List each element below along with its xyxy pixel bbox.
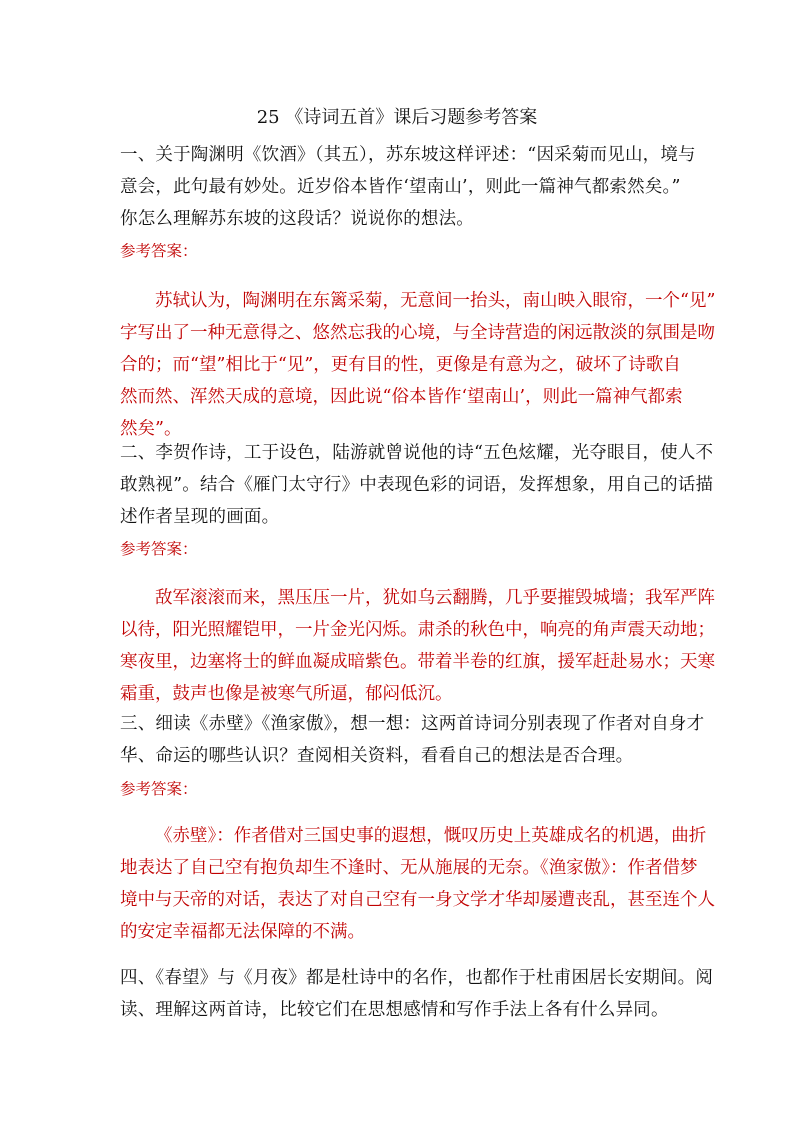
answer-3-line: 地表达了自己空有抱负却生不逢时、无从施展的无奈。《渔家傲》：作者借梦 bbox=[120, 858, 698, 878]
answer-1 bbox=[120, 285, 716, 445]
reference-answer-label-1: 参考答案： bbox=[120, 242, 198, 260]
question-4-line: 四、《春望》与《月夜》都是杜诗中的名作，也都作于杜甫困居长安期间。阅 bbox=[120, 968, 714, 988]
question-1 bbox=[120, 139, 696, 235]
answer-1-line: 苏轼认为，陶渊明在东篱采菊，无意间一抬头，南山映入眼帘，一个“见” bbox=[155, 291, 716, 311]
question-2-line: 二、李贺作诗，工于设色，陆游就曾说他的诗“五色炫耀，光夺眼目，使人不 bbox=[120, 443, 714, 463]
answer-2-line: 敌军滚滚而来，黑压压一片，犹如乌云翻腾，几乎要摧毁城墙；我军严阵 bbox=[155, 588, 715, 608]
answer-3-line: 境中与天帝的对话，表达了对自己空有一身文学才华却屡遭丧乱，甚至连个人 bbox=[120, 890, 715, 910]
answer-1-line: 字写出了一种无意得之、悠然忘我的心境，与全诗营造的闲远散淡的氛围是吻 bbox=[120, 323, 715, 343]
question-3-line: 三、细读《赤壁》《渔家傲》，想一想：这两首诗词分别表现了作者对自身才 bbox=[120, 714, 705, 734]
question-2-line: 敢熟视”。结合《雁门太守行》中表现色彩的词语，发挥想象，用自己的话描 bbox=[120, 475, 714, 495]
question-1-line: 意会，此句最有妙处。近岁俗本皆作‘望南山’，则此一篇神气都索然矣。” bbox=[120, 177, 681, 197]
answer-3 bbox=[120, 820, 715, 948]
question-2-line: 述作者呈现的画面。 bbox=[120, 507, 280, 527]
question-3-line: 华、命运的哪些认识？查阅相关资料，看看自己的想法是否合理。 bbox=[120, 746, 634, 766]
answer-3-line: 的安定幸福都无法保障的不满。 bbox=[120, 922, 365, 942]
question-1-line: 一、关于陶渊明《饮酒》（其五），苏东坡这样评述：“因采菊而见山，境与 bbox=[120, 145, 696, 165]
reference-answer-label-3: 参考答案： bbox=[120, 780, 198, 798]
answer-1-line: 然而然、浑然天成的意境，因此说“俗本皆作‘望南山’，则此一篇神气都索 bbox=[120, 387, 683, 407]
reference-answer-label-2: 参考答案： bbox=[120, 540, 198, 558]
answer-1-line: 合的；而“望”相比于“见”，更有目的性，更像是有意为之，破坏了诗歌自 bbox=[120, 355, 681, 375]
question-4 bbox=[120, 962, 714, 1026]
answer-1-line: 然矣”。 bbox=[120, 419, 182, 439]
question-4-line: 读、理解这两首诗，比较它们在思想感情和写作手法上各有什么异同。 bbox=[120, 1000, 669, 1020]
question-2 bbox=[120, 437, 714, 533]
answer-2-line: 寒夜里，边塞将士的鲜血凝成暗紫色。带着半卷的红旗，援军赶赴易水；天寒 bbox=[120, 652, 715, 672]
answer-2-line: 霜重，鼓声也像是被寒气所逼，郁闷低沉。 bbox=[120, 684, 453, 704]
question-3 bbox=[120, 708, 705, 772]
answer-2-line: 以待，阳光照耀铠甲，一片金光闪烁。肃杀的秋色中，响亮的角声震天动地； bbox=[120, 620, 715, 640]
document-title: 25 《诗词五首》课后习题参考答案 bbox=[256, 107, 538, 128]
question-1-line: 你怎么理解苏东坡的这段话？说说你的想法。 bbox=[120, 209, 474, 229]
answer-3-line: 《赤壁》：作者借对三国史事的遐想，慨叹历史上英雄成名的机遇，曲折 bbox=[155, 826, 707, 846]
answer-2 bbox=[120, 582, 715, 710]
